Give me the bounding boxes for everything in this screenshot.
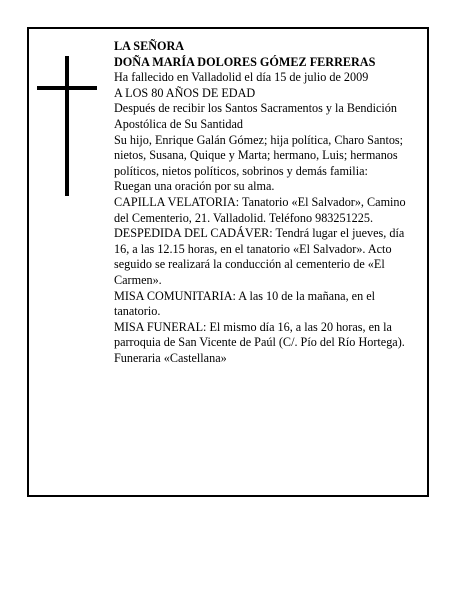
obituary-text <box>114 39 418 366</box>
farewell-line: DESPEDIDA DEL CADÁVER: Tendrá lugar el jueves, día 16, a las 12.15 horas, en el tanatorio «El Salvador». Acto seguido se realizará la conducción al cementerio de «El Carmen». <box>114 226 405 287</box>
sacraments-line: Después de recibir los Santos Sacramentos y la Bendición Apostólica de Su Santidad <box>114 101 397 131</box>
funeral-home-line: Funeraria «Castellana» <box>114 350 227 365</box>
age-line: A LOS 80 AÑOS DE EDAD <box>114 85 256 100</box>
deceased-title: LA SEÑORA <box>114 39 185 53</box>
family-line: Su hijo, Enrique Galán Gómez; hija política, Charo Santos; nietos, Susana, Quique y Marta; hermano, Luis; hermanos políticos, nietos políticos, sobrinos y demás familia: <box>114 132 404 178</box>
community-mass-line: MISA COMUNITARIA: A las 10 de la mañana, en el tanatorio. <box>114 288 376 319</box>
cross-icon <box>65 56 69 196</box>
chapel-line: CAPILLA VELATORIA: Tanatorio «El Salvador», Camino del Cementerio, 21. Valladolid. Teléfono 983251225. <box>114 194 406 225</box>
death-date-line: Ha fallecido en Valladolid el día 15 de julio de 2009 <box>114 70 369 85</box>
prayer-line: Ruegan una oración por su alma. <box>114 179 275 194</box>
deceased-name: DOÑA MARÍA DOLORES GÓMEZ FERRERAS <box>114 54 376 69</box>
cross-icon-crossbar <box>37 86 97 90</box>
funeral-mass-line: MISA FUNERAL: El mismo día 16, a las 20 horas, en la parroquia de San Vicente de Paúl (C/. Pío del Río Hortega). <box>114 319 405 350</box>
